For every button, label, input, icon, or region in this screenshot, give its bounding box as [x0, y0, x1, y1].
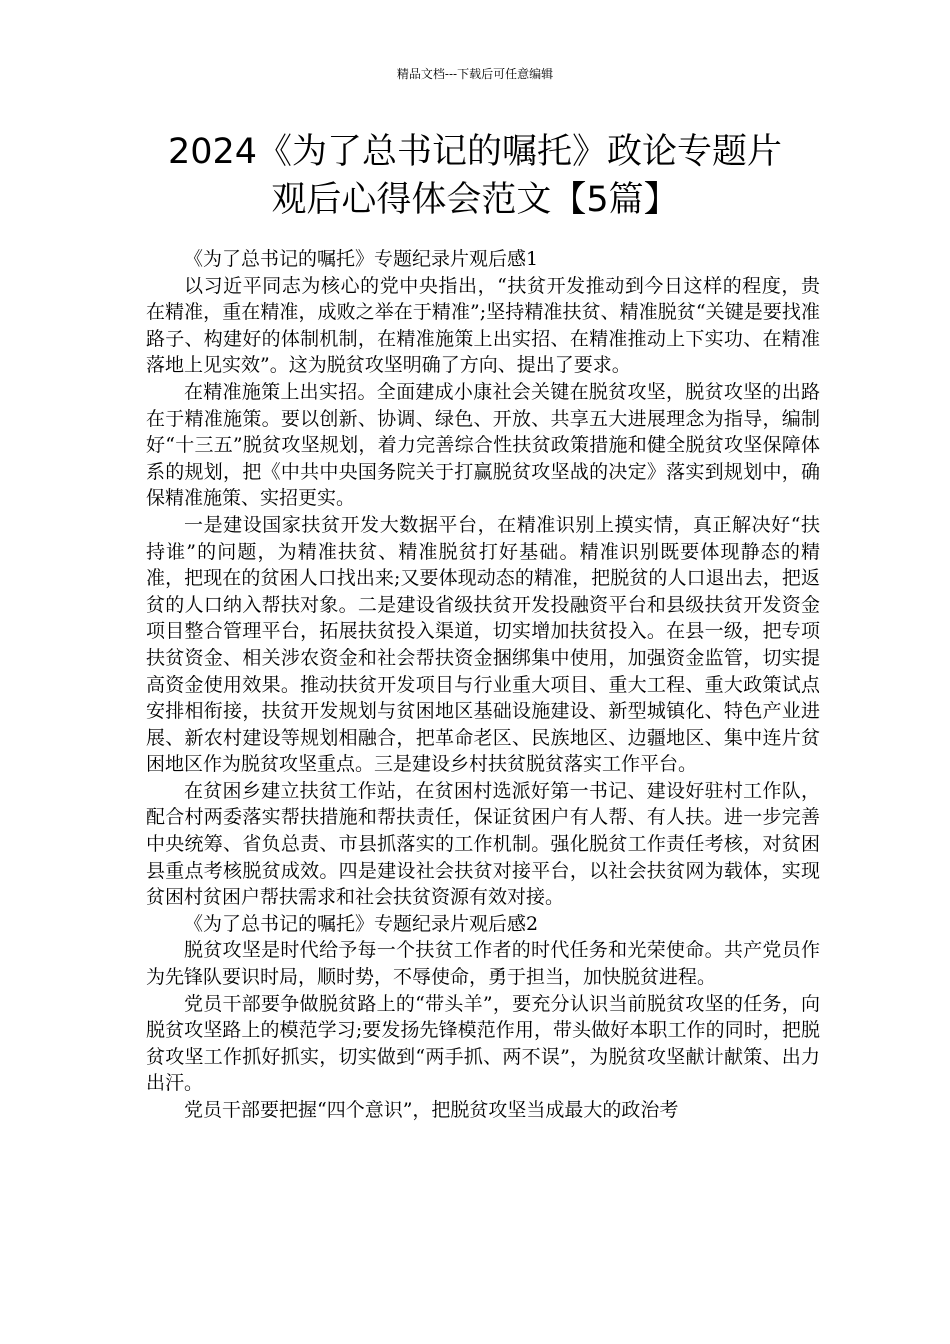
body-paragraph: 在贫困乡建立扶贫工作站，在贫困村选派好第一书记、建设好驻村工作队，配合村两委落实帮扶措施和帮扶责任，保证贫困户有人帮、有人扶。进一步完善中央统筹、省负总责、市县抓落实的工作机制。强化脱贫工作责任考核，对贫困县重点考核脱贫成效。四是建设社会扶贫对接平台，以社会扶贫网为载体，实现贫困村贫困户帮扶需求和社会扶贫资源有效对接。 — [146, 779, 820, 909]
body-paragraph: 脱贫攻坚是时代给予每一个扶贫工作者的时代任务和光荣使命。共产党员作为先锋队要识时局，顺时势，不辱使命，勇于担当，加快脱贫进程。 — [146, 939, 820, 989]
body-paragraph: 党员干部要争做脱贫路上的“带头羊”，要充分认识当前脱贫攻坚的任务，向脱贫攻坚路上的模范学习;要发扬先锋模范作用，带头做好本职工作的同时，把脱贫攻坚工作抓好抓实，切实做到“两手抓、两不误”，为脱贫攻坚献计献策、出力出汗。 — [146, 992, 820, 1095]
body-paragraph: 以习近平同志为核心的党中央指出，“扶贫开发推动到今日这样的程度，贵在精准，重在精准，成败之举在于精准”;坚持精准扶贫、精准脱贫“关键是要找准路子、构建好的体制机制，在精准施策上出实招、在精准推动上下实功、在精准落地上见实效”。这为脱贫攻坚明确了方向、提出了要求。 — [146, 274, 820, 377]
body-paragraph: 一是建设国家扶贫开发大数据平台，在精准识别上摸实情，真正解决好“扶持谁”的问题，为精准扶贫、精准脱贫打好基础。精准识别既要体现静态的精准，把现在的贫困人口找出来;又要体现动态的精准，把脱贫的人口退出去，把返贫的人口纳入帮扶对象。二是建设省级扶贫开发投融资平台和县级扶贫开发资金项目整合管理平台，拓展扶贫投入渠道，切实增加扶贫投入。在县一级，把专项扶贫资金、相关涉农资金和社会帮扶资金捆绑集中使用，加强资金监管，切实提高资金使用效果。推动扶贫开发项目与行业重大项目、重大工程、重大政策试点安排相衔接，扶贫开发规划与贫困地区基础设施建设、新型城镇化、特色产业进展、新农村建设等规划相融合，把革命老区、民族地区、边疆地区、集中连片贫困地区作为脱贫攻坚重点。三是建设乡村扶贫脱贫落实工作平台。 — [146, 513, 820, 776]
body-paragraph: 党员干部要把握“四个意识”，把脱贫攻坚当成最大的政治考 — [184, 1099, 679, 1121]
header-note: 精品文档---下载后可任意编辑 — [396, 67, 554, 81]
section-heading-1: 《为了总书记的嘱托》专题纪录片观后感1 — [184, 248, 539, 270]
section-heading-2: 《为了总书记的嘱托》专题纪录片观后感2 — [184, 912, 539, 935]
body-paragraph: 在精准施策上出实招。全面建成小康社会关键在脱贫攻坚，脱贫攻坚的出路在于精准施策。要以创新、协调、绿色、开放、共享五大进展理念为指导，编制好“十三五”脱贫攻坚规划，着力完善综合性扶贫政策措施和健全脱贫攻坚保障体系的规划，把《中共中央国务院关于打赢脱贫攻坚战的决定》落实到规划中，确保精准施策、实招更实。 — [146, 380, 820, 510]
title-line-1: 2024《为了总书记的嘱托》政论专题片 — [167, 132, 783, 172]
title-line-2: 观后心得体会范文【5篇】 — [271, 180, 679, 220]
document-title — [120, 128, 830, 224]
document-body — [146, 246, 820, 1124]
